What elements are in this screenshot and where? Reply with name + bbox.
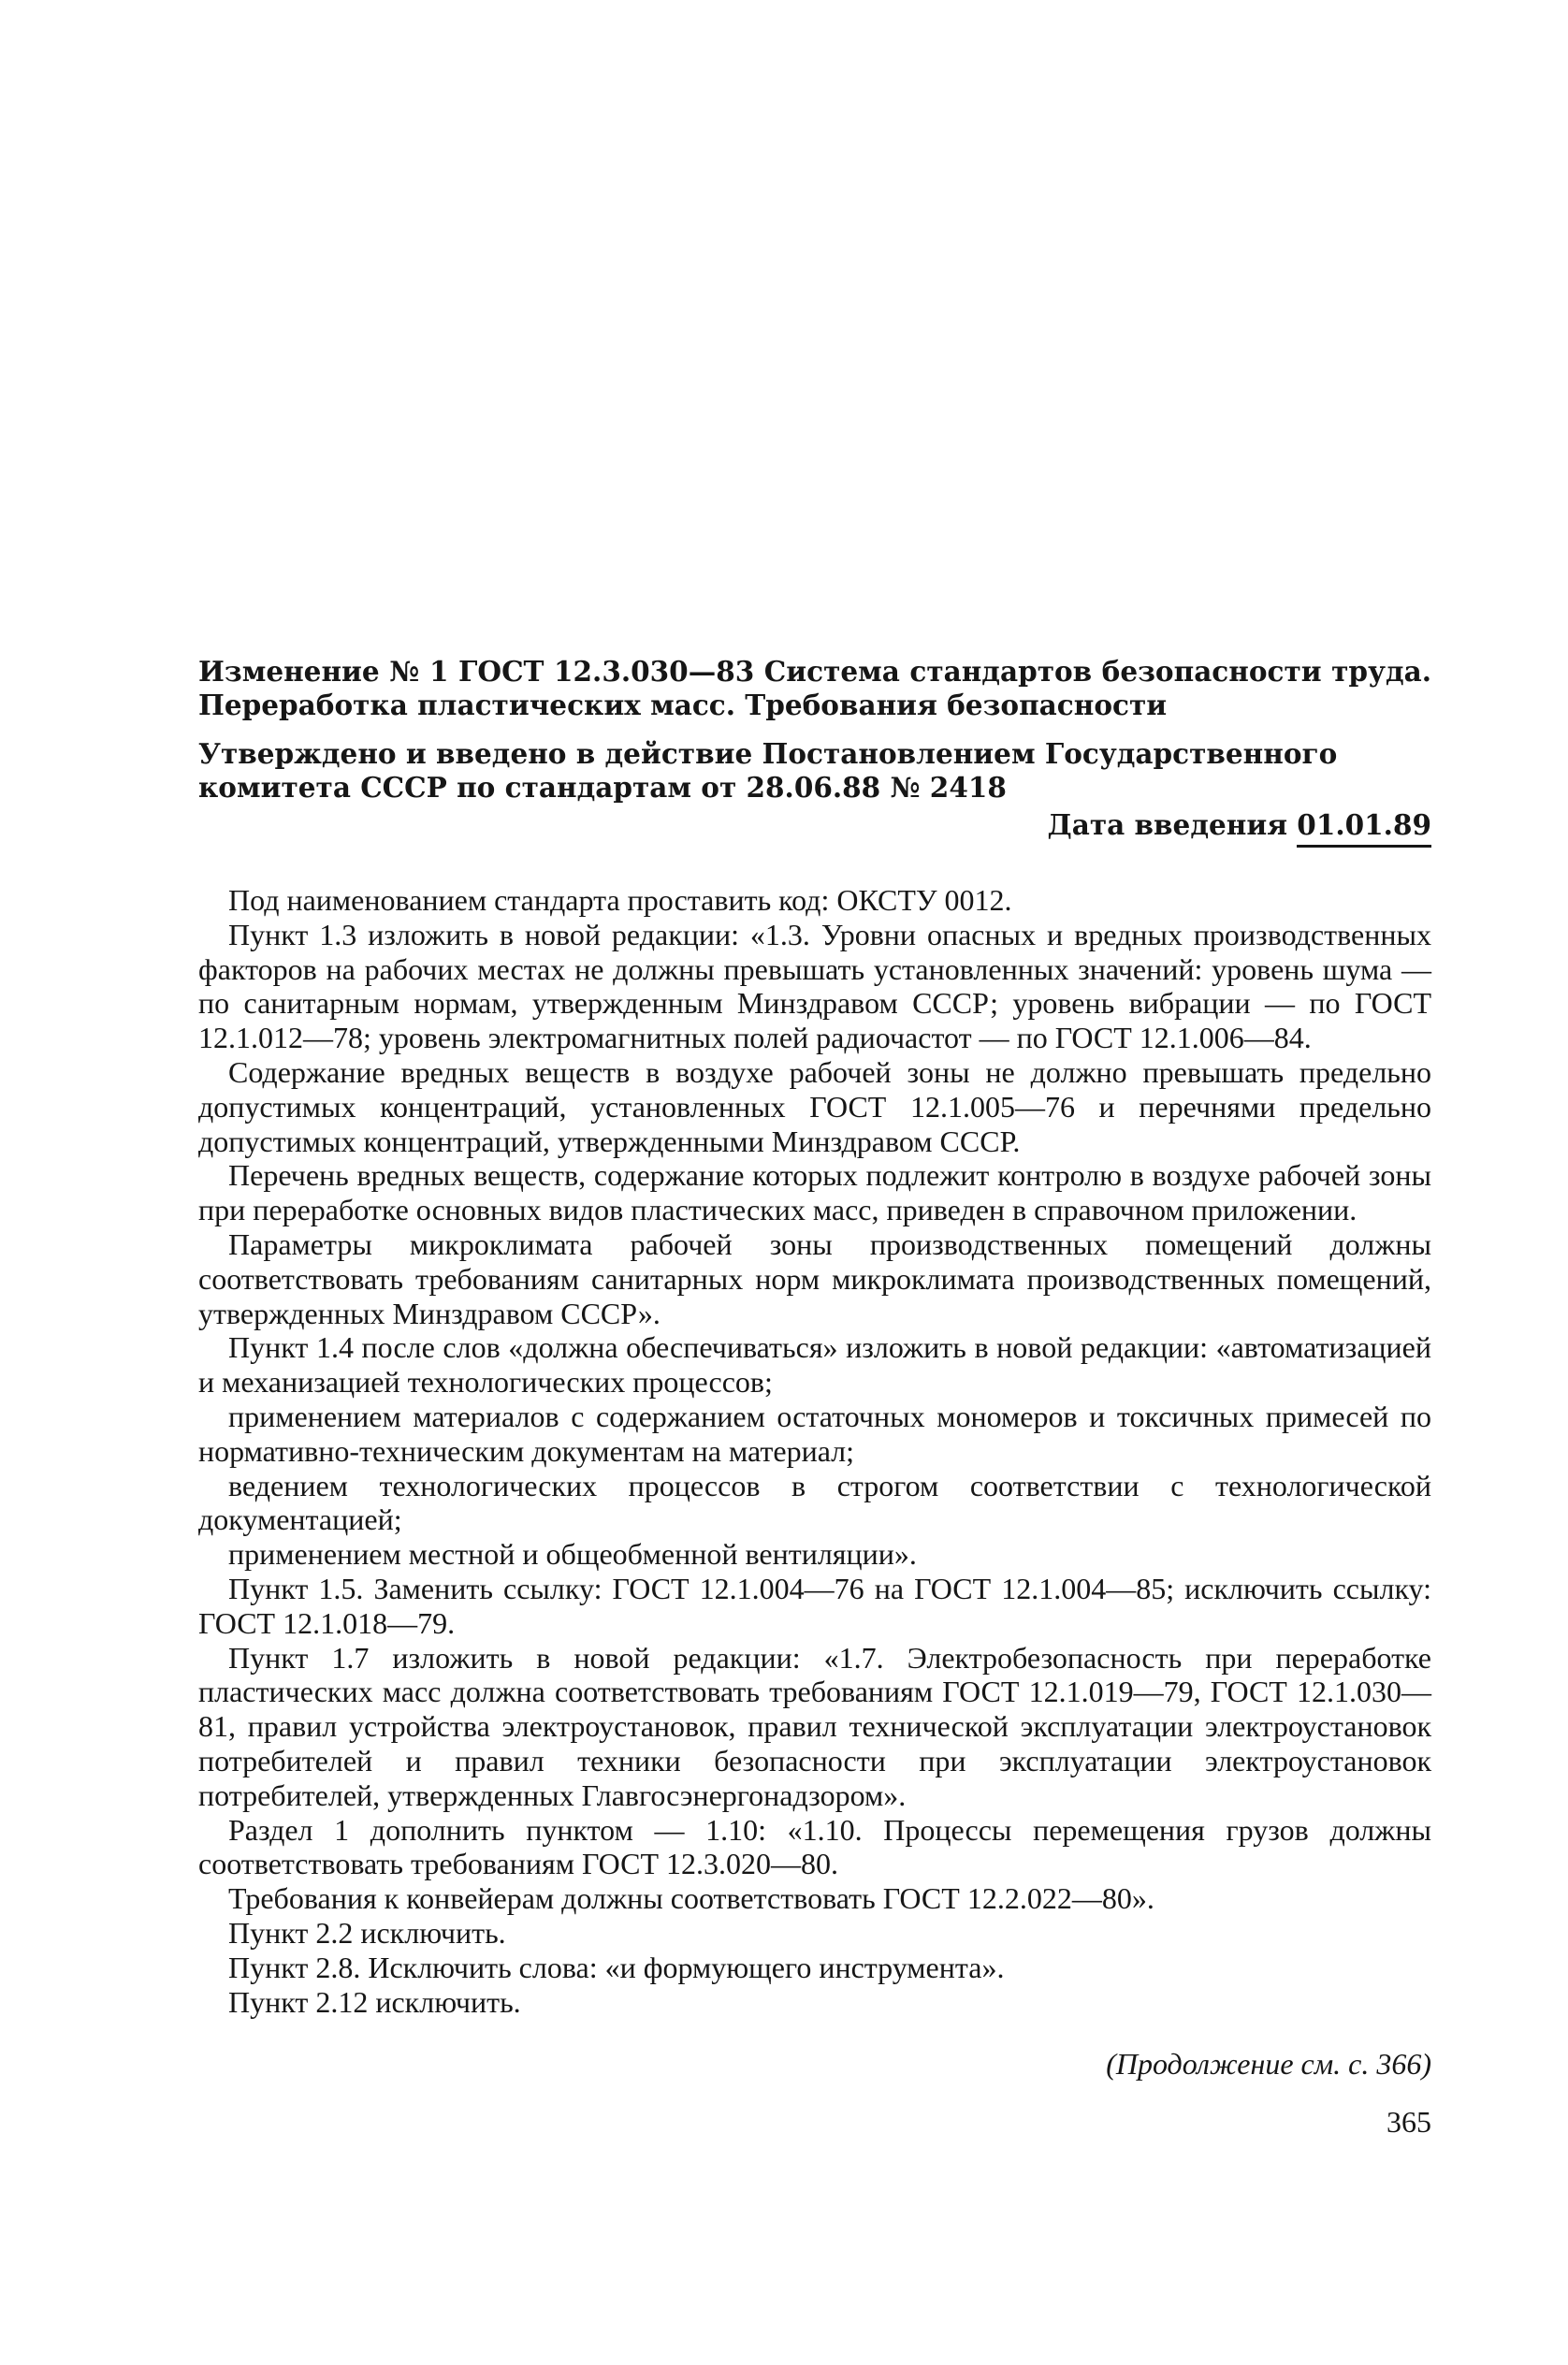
paragraph: Содержание вредных веществ в воздухе рабочей зоны не должно превышать предельно допустимых концентраций, установленных ГОСТ 12.1.005—76 и перечнями предельно допустимых концентраций, утвержденными Минздравом СССР. [198,1054,1431,1158]
paragraph: Требования к конвейерам должны соответствовать ГОСТ 12.2.022—80». [228,1881,1154,1916]
paragraph: ведением технологических процессов в строгом соответствии с технологической документацией; [198,1468,1431,1537]
introduction-date [198,808,1431,842]
paragraph: Пункт 1.3 изложить в новой редакции: «1.3. Уровни опасных и вредных производственных факторов на рабочих местах не должны превышать установленных значений: уровень шума — по санитарным нормам, утвержденным Минздравом СССР; уровень вибрации — по ГОСТ 12.1.012—78; уровень электромагнитных полей радиочастот — по ГОСТ 12.1.006—84. [198,917,1431,1055]
title-line-2: Переработка пластических масс. Требования безопасности [198,689,1168,721]
date-label: Дата введения [1047,808,1288,841]
title-line-1: Изменение № 1 ГОСТ 12.3.030—83 Система стандартов безопасности труда. [198,655,1431,688]
paragraph: Перечень вредных веществ, содержание которых подлежит контролю в воздухе рабочей зоны при переработке основных видов пластических масс, приведен в справочном приложении. [198,1158,1431,1227]
text-block [198,655,1431,2139]
paragraph: Под наименованием стандарта проставить код: ОКСТУ 0012. [228,883,1012,917]
paragraph: применением материалов с содержанием остаточных мономеров и токсичных примесей по нормативно-техническим документам на материал; [198,1399,1431,1468]
paragraph: Пункт 2.8. Исключить слова: «и формующего инструмента». [228,1950,1005,1984]
amendment-body [198,883,1431,2019]
paragraph: Пункт 1.5. Заменить ссылку: ГОСТ 12.1.004—76 на ГОСТ 12.1.004—85; исключить ссылку: ГОСТ 12.1.018—79. [198,1571,1431,1640]
continuation-note: (Продолжение см. с. 366) [1106,2047,1431,2082]
approval-statement: Утверждено и введено в действие Постановлением Государственного комитета СССР по стандартам от 28.06.88 № 2418 [198,737,1338,804]
paragraph: Пункт 1.4 после слов «должна обеспечиваться» изложить в новой редакции: «автоматизацией и механизацией технологических процессов; [198,1330,1431,1400]
paragraph: Пункт 2.12 исключить. [228,1984,521,2019]
paragraph: Раздел 1 дополнить пунктом — 1.10: «1.10. Процессы перемещения грузов должны соответствовать требованиям ГОСТ 12.3.020—80. [198,1812,1431,1881]
paragraph: Пункт 1.7 изложить в новой редакции: «1.7. Электробезопасность при переработке пластических масс должна соответствовать требованиям ГОСТ 12.1.019—79, ГОСТ 12.1.030—81, правил устройства электроустановок, правил технической эксплуатации электроустановок потребителей и правил техники безопасности при эксплуатации электроустановок потребителей, утвержденных Главгосэнергонадзором». [198,1640,1431,1812]
paragraph: Пункт 2.2 исключить. [228,1915,506,1950]
amendment-title [198,655,1431,722]
paragraph: Параметры микроклимата рабочей зоны производственных помещений должны соответствовать требованиям санитарных норм микроклимата производственных помещений, утвержденных Минздравом СССР». [198,1226,1431,1330]
date-value: 01.01.89 [1297,808,1431,848]
page-number: 365 [1387,2105,1431,2140]
paragraph: применением местной и общеобменной вентиляции». [228,1537,917,1572]
